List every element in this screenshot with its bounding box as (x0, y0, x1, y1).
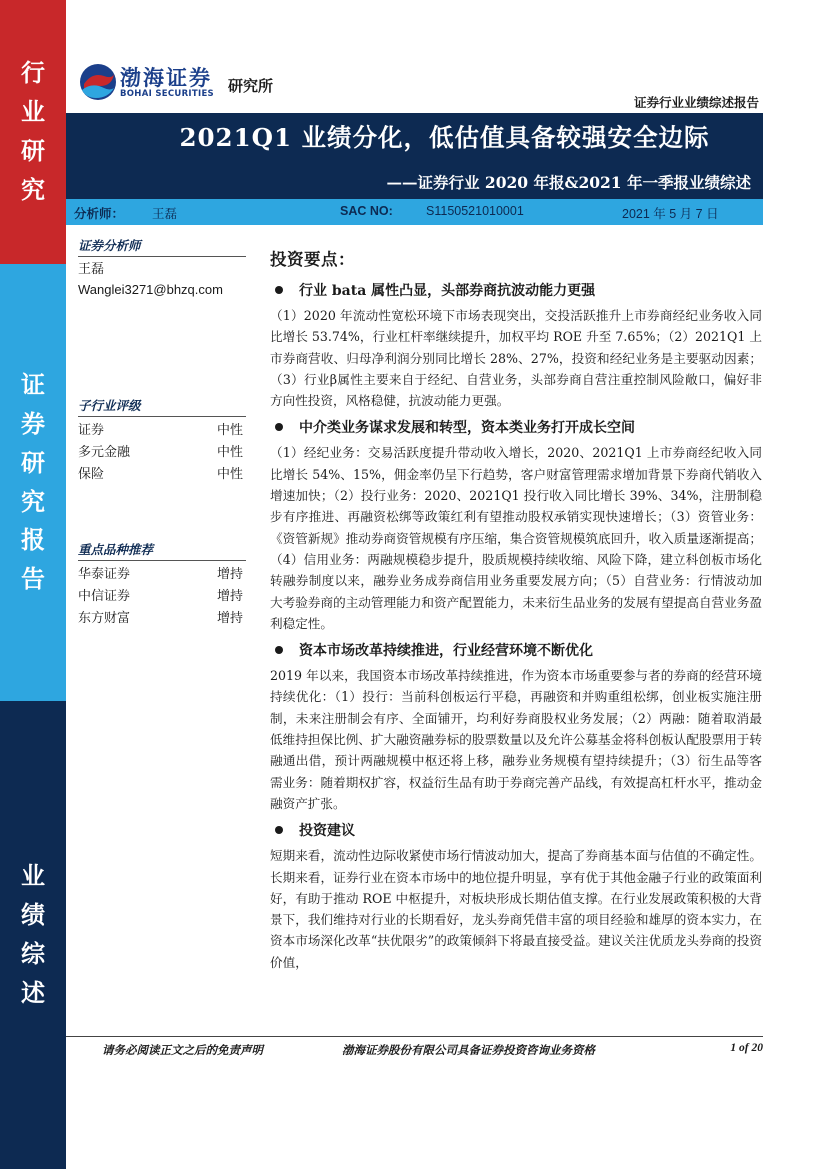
band-char: 业 (21, 861, 45, 891)
bullet-icon (275, 423, 283, 431)
research-dept-label: 研究所 (228, 77, 274, 95)
stock-rating: 增持 (216, 567, 243, 582)
side-band-industry-research (0, 0, 66, 264)
band-char: 绩 (21, 900, 45, 930)
analyst-info-bar (66, 199, 763, 225)
pick-row (78, 608, 246, 630)
bohai-logo-icon (78, 62, 118, 102)
qualification-note: 渤海证券股份有限公司具备证券投资咨询业务资格 (342, 1043, 595, 1057)
stock-name: 东方财富 (78, 611, 131, 626)
main-content (270, 246, 762, 979)
sector-name: 证券 (78, 423, 105, 438)
rating-row (78, 442, 246, 464)
section-title (270, 280, 762, 300)
section-body: 短期来看，流动性边际收紧使市场行情波动加大，提高了券商基本面与估值的不确定性。长期来看，证券行业在资本市场中的地位提升明显，享有优于其他金融子行业的政策面利好，有助于推动 ROE 中枢提升，对板块形成长期估值支撑。在行业发展政策积极的大背景下，我们维持对行业的长期看好，龙头券商凭借丰富的项目经验和雄厚的资本实力，在资本市场深化改革“扶优限劣”的政策倾斜下将最直接受益。建议关注优质龙头券商的投资价值， (270, 848, 762, 970)
sidebar-analyst-name: 王磊 (78, 262, 105, 277)
analyst-name: 王磊 (152, 206, 178, 221)
pick-row (78, 564, 246, 586)
pick-row (78, 586, 246, 608)
band-char: 述 (21, 977, 45, 1007)
title-banner (66, 113, 763, 199)
analyst-heading: 证券分析师 (78, 236, 246, 257)
band-char: 业 (21, 97, 45, 127)
band-char: 研 (21, 447, 45, 477)
rating-heading: 子行业评级 (78, 396, 246, 417)
report-type: 证券行业业绩综述报告 (633, 95, 759, 110)
logo-chinese-name: 渤海证券 (120, 66, 212, 90)
stock-name: 中信证券 (78, 589, 131, 604)
section-title-text: 行业 bata 属性凸显，头部券商抗波动能力更强 (299, 283, 596, 299)
picks-heading: 重点品种推荐 (78, 540, 246, 561)
disclaimer-note: 请务必阅读正文之后的免责声明 (102, 1043, 263, 1057)
sac-label: SAC NO: (340, 204, 393, 218)
report-date: 2021 年 5 月 7 日 (622, 207, 719, 221)
sector-name: 保险 (78, 467, 105, 482)
rating-row (78, 420, 246, 442)
band-char: 报 (21, 525, 45, 555)
page-footer (66, 1036, 763, 1057)
picks-block (78, 540, 246, 630)
bullet-icon (275, 286, 283, 294)
band-char: 综 (21, 939, 45, 968)
section-title-text: 投资建议 (299, 823, 355, 840)
analyst-email: Wanglei3271@bhzq.com (78, 282, 223, 297)
report-title: 2021Q1 业绩分化，低估值具备较强安全边际 (179, 123, 710, 152)
rating-row (78, 464, 246, 486)
band-char: 究 (21, 486, 45, 516)
analyst-label: 分析师： (74, 206, 125, 221)
band-char: 告 (21, 564, 45, 594)
logo-english-name: BOHAI SECURITIES (120, 89, 214, 99)
sector-rating: 中性 (216, 445, 243, 460)
stock-rating: 增持 (216, 589, 243, 604)
section-title-text: 中介类业务谋求发展和转型，资本类业务打开成长空间 (299, 420, 635, 437)
band-char: 行 (21, 58, 45, 88)
stock-rating: 增持 (216, 611, 243, 626)
section-body: 2019 年以来，我国资本市场改革持续推进，作为资本市场重要参与者的券商的经营环境持续优化：（1）投行：当前科创板运行平稳，再融资和并购重组松绑，创业板实施注册制，未来注册制会有序、全面铺开，均利好券商股权业务发展；（2）两融：随着取消最低维持担保比例、扩大融资融券标的股票数量以及允许公募基金将科创板认配股票用于转融通出借，预计两融规模中枢还将上移，融券业务规模有望持续提升；（3）衍生品等客需业务：随着期权扩容，权益衍生品有助于券商完善产品线，有效提高杠杆水平，推动金融资产扩张。 (270, 668, 762, 811)
band-char: 研 (21, 136, 45, 165)
investment-highlights-heading: 投资要点： (270, 250, 355, 269)
rating-block (78, 396, 246, 486)
sector-rating: 中性 (216, 467, 243, 482)
side-band-securities-report (0, 264, 66, 701)
section-title (270, 417, 762, 437)
band-char: 证 (21, 369, 45, 399)
section-body: （1）经纪业务：交易活跃度提升带动收入增长，2020、2021Q1 上市券商经纪收入同比增长 54%、15%，佣金率仍呈下行趋势，客户财富管理需求增加背景下券商代销收入增速加快；（2）投行业务：2020、2021Q1 投行收入同比增长 39%、34%，注册制稳步有序推进、再融资松绑等政策红利有望推动股权承销实现快速增长；（3）资管业务：《资管新规》推动券商资管规模有序压缩，集合资管规模筑底回升，收入质量逐渐提高；（4）信用业务：两融规模稳步提升，股质规模持续收缩、风险下降，建立科创板市场化转融券制度以来，融券业务成券商信用业务重要发展方向；（5）自营业务：行情波动加大考验券商的主动管理能力和资产配置能力，未来衍生品业务的发展有望提高自营业务盈利稳定性。 (270, 445, 762, 631)
sac-number: S1150521010001 (426, 204, 524, 218)
section-title (270, 820, 762, 840)
bullet-icon (275, 646, 283, 654)
sector-rating: 中性 (216, 423, 243, 438)
band-char: 券 (21, 408, 45, 438)
page-number: 1 of 20 (730, 1042, 763, 1054)
band-char: 究 (21, 174, 45, 204)
report-subtitle: ——证券行业 2020 年报&2021 年一季报业绩综述 (386, 173, 751, 192)
section-title (270, 640, 762, 660)
bullet-icon (275, 826, 283, 834)
section-body: （1）2020 年流动性宽松环境下市场表现突出，交投活跃推升上市券商经纪业务收入同比增长 53.74%，行业杠杆率继续提升，加权平均 ROE 升至 7.65%；（2）2021Q1 上市券商营收、归母净利润分别同比增长 28%、27%，投资和经纪业务是主要驱动因素；（3）行业β属性主要来自于经纪、自营业务，头部券商自营注重控制风险敞口，偏好非方向性投资，风格稳健，抗波动能力更强。 (270, 308, 762, 409)
side-band-performance-review (0, 701, 66, 1169)
sector-name: 多元金融 (78, 445, 131, 460)
section-title-text: 资本市场改革持续推进，行业经营环境不断优化 (299, 643, 593, 660)
stock-name: 华泰证券 (78, 567, 131, 582)
analyst-block (78, 236, 246, 300)
